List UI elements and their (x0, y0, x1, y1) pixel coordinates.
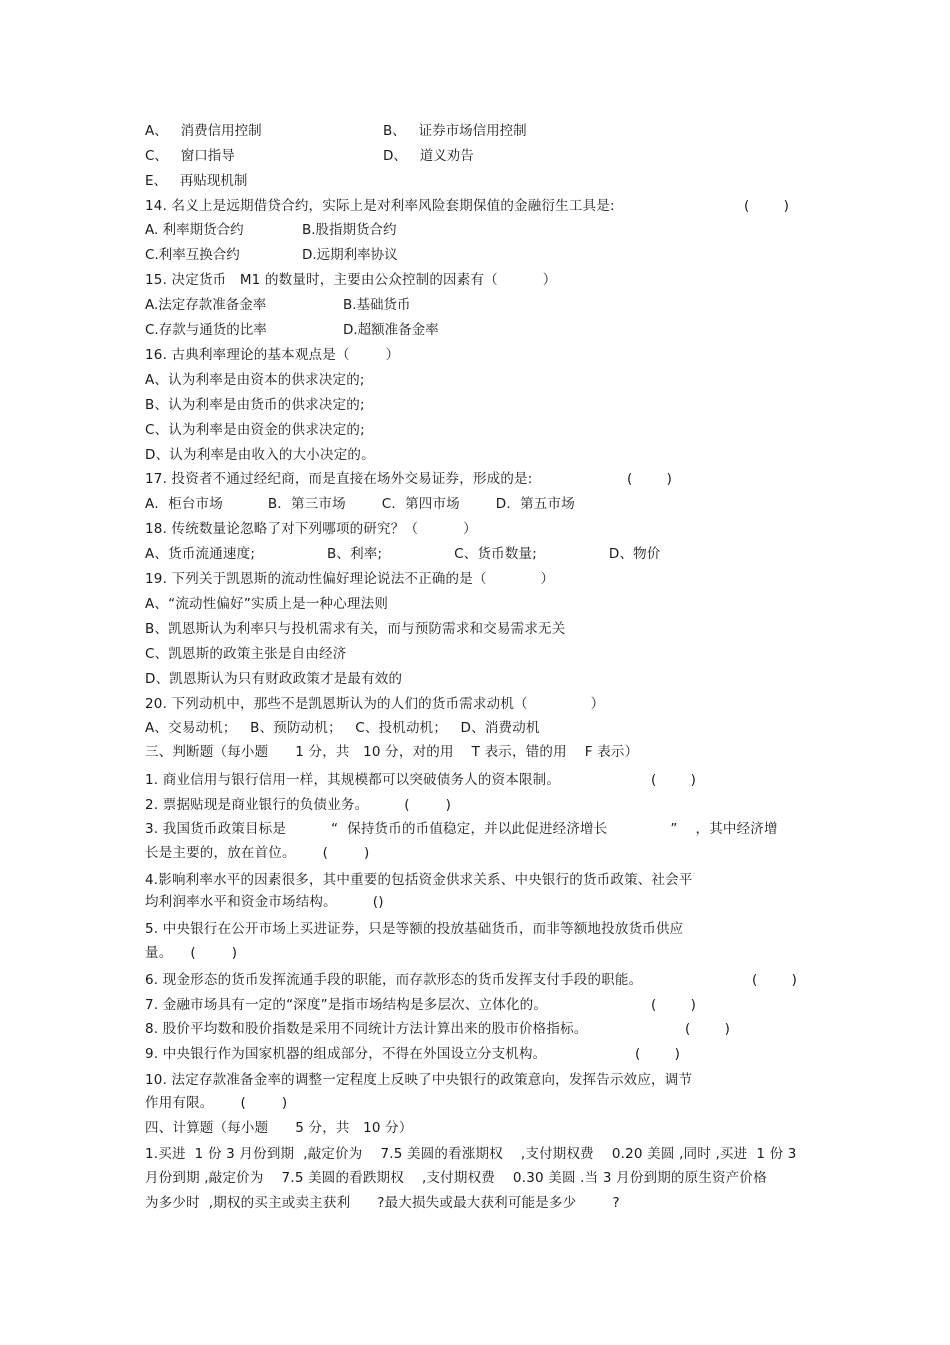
judge-8-paren: ( ) (685, 1021, 730, 1037)
judge-5-line1: 5. 中央银行在公开市场上买进证券，只是等额的投放基础货币，而非等额地投放货币供应 (145, 921, 684, 937)
q15-option-d: D.超额准备金率 (343, 322, 439, 338)
judge-8: 8. 股价平均数和股价指数是采用不同统计方法计算出来的股市价格指标。 (145, 1021, 588, 1037)
judge-3-line1: 3. 我国货币政策目标是 “ 保持货币的币值稳定，并以此促进经济增长 ” ，其中经济增 (145, 821, 778, 837)
calc-1-line2: 月份到期 ,敲定价为 7.5 美圆的看跌期权 ,支付期权费 0.30 美圆 .当 3 月份到期的原生资产价格 (145, 1170, 767, 1186)
q13-option-e: E、 再贴现机制 (145, 173, 248, 189)
q15-option-a: A.法定存款准备金率 (145, 297, 267, 313)
q13-option-d: D、 道义劝告 (383, 148, 474, 164)
q14-stem: 14. 名义上是远期借贷合约，实际上是对利率风险套期保值的金融衍生工具是: (145, 198, 615, 214)
q19-option-d: D、凯恩斯认为只有财政政策才是最有效的 (145, 671, 403, 687)
q15-option-c: C.存款与通货的比率 (145, 322, 267, 338)
q14-option-a: A. 利率期货合约 (145, 222, 244, 238)
q17-options: A．柜台市场 B．第三市场 C．第四市场 D．第五市场 (145, 496, 575, 512)
q14-option-b: B.股指期货合约 (302, 222, 397, 238)
judge-2: 2. 票据贴现是商业银行的负债业务。 ( ) (145, 797, 452, 813)
q17-answer-paren: ( ) (627, 471, 672, 487)
judge-10-line1: 10. 法定存款准备金率的调整一定程度上反映了中央银行的政策意向，发挥告示效应，调节 (145, 1072, 693, 1088)
q13-option-a: A、 消费信用控制 (145, 123, 262, 139)
q16-stem: 16. 古典利率理论的基本观点是（ ） (145, 347, 400, 363)
judge-9: 9. 中央银行作为国家机器的组成部分，不得在外国设立分支机构。 (145, 1046, 547, 1062)
q14-option-c: C.利率互换合约 (145, 247, 240, 263)
calc-1-line3: 为多少时 ,期权的买主或卖主获利 ?最大损失或最大获利可能是多少 ? (145, 1195, 620, 1211)
judge-10-line2: 作用有限。 ( ) (145, 1095, 288, 1111)
judge-1-paren: ( ) (651, 772, 696, 788)
judge-5-line2: 量。 ( ) (145, 945, 238, 961)
judge-9-paren: ( ) (635, 1046, 680, 1062)
q16-option-a: A、认为利率是由资本的供求决定的; (145, 372, 365, 388)
q18-stem: 18. 传统数量论忽略了对下列哪项的研究？（ ） (145, 521, 477, 537)
q13-option-c: C、 窗口指导 (145, 148, 235, 164)
q20-stem: 20. 下列动机中，那些不是凯恩斯认为的人们的货币需求动机（ ） (145, 696, 605, 712)
section4-title: 四、计算题（每小题 5 分，共 10 分） (145, 1120, 413, 1136)
calc-1-line1: 1.买进 1 份 3 月份到期 ,敲定价为 7.5 美圆的看涨期权 ,支付期权费 0.20 美圆 ,同时 ,买进 1 份 3 (145, 1146, 797, 1162)
judge-6: 6. 现金形态的货币发挥流通手段的职能，而存款形态的货币发挥支付手段的职能。 (145, 972, 643, 988)
judge-1: 1. 商业信用与银行信用一样，其规模都可以突破债务人的资本限制。 (145, 772, 561, 788)
q18-options: A、货币流通速度; B、利率; C、货币数量; D、物价 (145, 546, 661, 562)
q16-option-c: C、认为利率是由资金的供求决定的; (145, 422, 365, 438)
q20-options: A、交易动机； B、预防动机； C、投机动机； D、消费动机 (145, 720, 540, 736)
q14-answer-paren: ( ) (744, 198, 789, 214)
judge-6-paren: ( ) (752, 972, 797, 988)
q17-stem: 17. 投资者不通过经纪商，而是直接在场外交易证券，形成的是: (145, 471, 533, 487)
judge-7: 7. 金融市场具有一定的“深度”是指市场结构是多层次、立体化的。 (145, 997, 548, 1013)
q19-option-b: B、凯恩斯认为利率只与投机需求有关，而与预防需求和交易需求无关 (145, 621, 566, 637)
judge-4-line1: 4.影响利率水平的因素很多，其中重要的包括资金供求关系、中央银行的货币政策、社会平 (145, 872, 693, 888)
q15-stem: 15. 决定货币 M1 的数量时，主要由公众控制的因素有（ ） (145, 272, 557, 288)
judge-4-line2: 均利润率水平和资金市场结构。 () (145, 894, 384, 910)
q19-stem: 19. 下列关于凯恩斯的流动性偏好理论说法不正确的是（ ） (145, 571, 555, 587)
judge-3-line2: 长是主要的，放在首位。 ( ) (145, 845, 370, 861)
section3-title: 三、判断题（每小题 1 分，共 10 分，对的用 T 表示，错的用 F 表示） (145, 744, 639, 760)
q15-option-b: B.基础货币 (343, 297, 411, 313)
q19-option-c: C、凯恩斯的政策主张是自由经济 (145, 646, 347, 662)
q16-option-d: D、认为利率是由收入的大小决定的。 (145, 447, 375, 463)
judge-7-paren: ( ) (651, 997, 696, 1013)
q14-option-d: D.远期利率协议 (302, 247, 398, 263)
q19-option-a: A、“流动性偏好”实质上是一种心理法则 (145, 596, 389, 612)
q16-option-b: B、认为利率是由货币的供求决定的; (145, 397, 365, 413)
q13-option-b: B、 证券市场信用控制 (383, 123, 527, 139)
